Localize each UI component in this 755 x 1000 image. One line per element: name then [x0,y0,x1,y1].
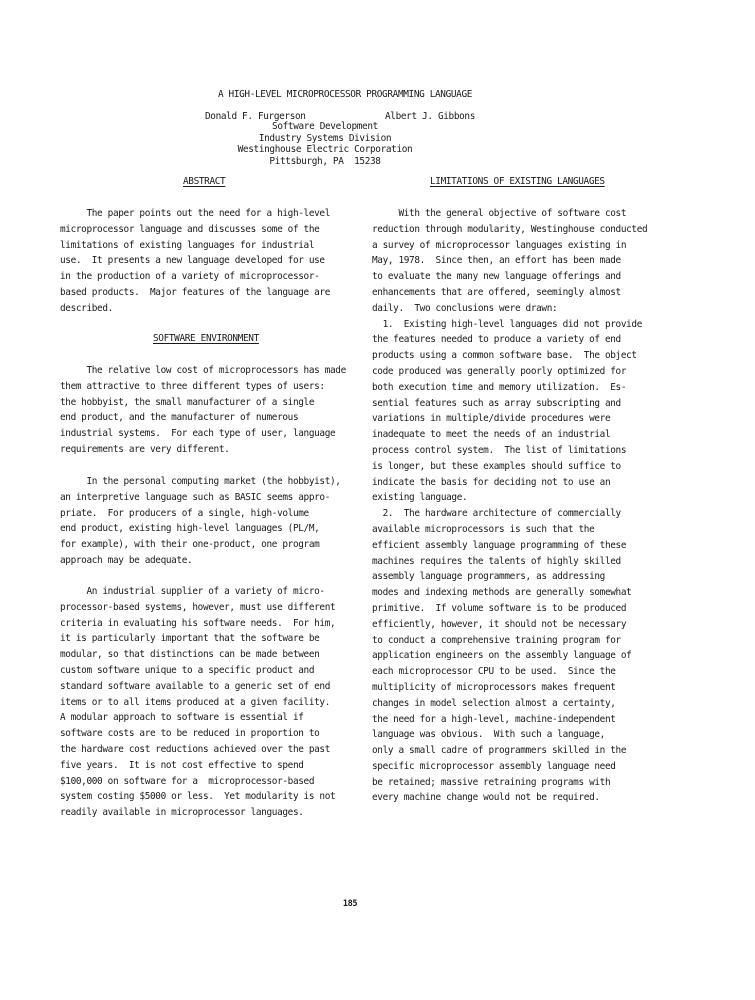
text-line: enhancements that are offered, seemingly almost [372,286,621,298]
text-line: existing language. [372,492,468,504]
text-line: a survey of microprocessor languages existing in [372,239,627,251]
text-line: system costing $5000 or less. Yet modularity is not [60,791,336,803]
text-line: multiplicity of microprocessors makes frequent [372,681,616,693]
list-item-1-start: 1. Existing high-level languages did not provide [372,318,643,330]
heading-software-environment: SOFTWARE ENVIRONMENT [153,333,259,344]
text-line: products using a common software base. The object [372,350,637,362]
text-line: five years. It is not cost effective to spend [60,759,304,771]
text-line: items or to all items produced at a given facility. [60,696,331,708]
text-line: the hardware cost reductions achieved over the past [60,743,331,755]
text-line: every machine change would not be required. [372,792,600,804]
text-line: approach may be adequate. [60,554,193,566]
paper-title: A HIGH-LEVEL MICROPROCESSOR PROGRAMMING LANGUAGE [217,89,473,100]
text-line: code produced was generally poorly optimized for [372,365,627,377]
text-line: criteria in evaluating his software needs. For him, [60,617,336,629]
text-line: reduction through modularity, Westinghouse conducted [372,223,648,235]
text-line: The paper points out the need for a high-level [60,208,331,219]
text-line: indicate the basis for deciding not to use an [372,476,611,488]
text-line: it is particularly important that the software be [60,633,320,645]
text-line: application engineers on the assembly language of [372,650,632,662]
text-line: sential features such as array subscripting and [372,397,621,409]
text-line: $100,000 on software for a microprocessor-based [60,775,315,787]
text-line: variations in multiple/divide procedures were [372,413,611,425]
text-line: be retained; massive retraining programs with [372,776,611,788]
text-line: to evaluate the many new language offerings and [372,271,621,283]
text-line: inadequate to meet the needs of an industrial [372,429,611,441]
text-line: software costs are to be reduced in proportion to [60,728,320,740]
affiliation-company: Westinghouse Electric Corporation [237,144,413,155]
software-env-paragraph-2 [60,474,345,569]
heading-limitations: LIMITATIONS OF EXISTING LANGUAGES [430,176,605,187]
text-line: language was obvious. With such a language, [372,729,605,741]
text-line: A modular approach to software is essential if [60,712,304,724]
software-env-paragraph-1 [60,363,345,458]
text-line: in the production of a variety of microprocessor- [60,271,320,283]
page-number: 185 [342,899,358,909]
text-line: readily available in microprocessor languages. [60,807,304,819]
text-line: With the general objective of software cost [372,208,627,219]
limitations-body [372,206,662,806]
text-line: efficient assembly language programming of these [372,539,627,551]
text-line: the need for a high-level, machine-independent [372,713,616,725]
text-line: microprocessor language and discusses some of the [60,223,320,235]
text-line: industrial systems. For each type of user, language [60,428,336,440]
text-line: an interpretive language such as BASIC seems appro- [60,491,331,503]
text-line: the features needed to produce a variety of end [372,334,621,346]
software-env-paragraph-3 [60,584,345,821]
text-line: specific microprocessor assembly language need [372,760,616,772]
affiliation-division: Industry Systems Division [258,133,392,144]
text-line: available microprocessors is such that the [372,523,595,535]
text-line: each microprocessor CPU to be used. Since the [372,666,616,678]
text-line: efficiently, however, it should not be necessary [372,618,627,630]
text-line: requirements are very different. [60,443,230,455]
heading-abstract: ABSTRACT [183,176,226,187]
text-line: machines requires the talents of highly skilled [372,555,621,567]
text-line: In the personal computing market (the hobbyist), [60,476,341,487]
text-line: described. [60,302,113,314]
text-line: The relative low cost of microprocessors has made [60,365,346,376]
text-line: standard software available to a generic set of end [60,680,331,692]
abstract-body [60,206,345,317]
author-1: Donald F. Furgerson [205,111,306,122]
text-line: assembly language programmers, as addressing [372,571,605,583]
text-line: end product, existing high-level languages (PL/M, [60,523,320,535]
text-line: them attractive to three different types of users: [60,380,325,392]
affiliation-location: Pittsburgh, PA 15238 [269,156,381,167]
text-line: to conduct a comprehensive training program for [372,634,621,646]
text-line: An industrial supplier of a variety of micro- [60,586,325,597]
text-line: based products. Major features of the language are [60,286,331,298]
text-line: daily. Two conclusions were drawn: [372,302,558,314]
text-line: priate. For producers of a single, high-volume [60,507,309,519]
text-line: modes and indexing methods are generally somewhat [372,587,632,599]
text-line: modular, so that distinctions can be made between [60,649,320,661]
text-line: both execution time and memory utilization. Es- [372,381,627,393]
text-line: the hobbyist, the small manufacturer of a single [60,396,315,408]
text-line: changes in model selection almost a certainty, [372,697,616,709]
text-line: only a small cadre of programmers skilled in the [372,745,627,757]
text-line: limitations of existing languages for industrial [60,239,315,251]
text-line: end product, and the manufacturer of numerous [60,412,299,424]
text-line: custom software unique to a specific product and [60,664,315,676]
text-line: for example), with their one-product, one program [60,539,320,551]
text-line: is longer, but these examples should suffice to [372,460,621,472]
text-line: processor-based systems, however, must use different [60,601,336,613]
text-line: process control system. The list of limitations [372,444,627,456]
text-line: use. It presents a new language developed for use [60,255,325,267]
text-line: May, 1978. Since then, an effort has been made [372,255,621,267]
list-item-2-start: 2. The hardware architecture of commercially [372,508,621,520]
text-line: primitive. If volume software is to be produced [372,602,627,614]
author-2: Albert J. Gibbons [385,111,476,122]
affiliation-department: Software Development [272,121,378,132]
